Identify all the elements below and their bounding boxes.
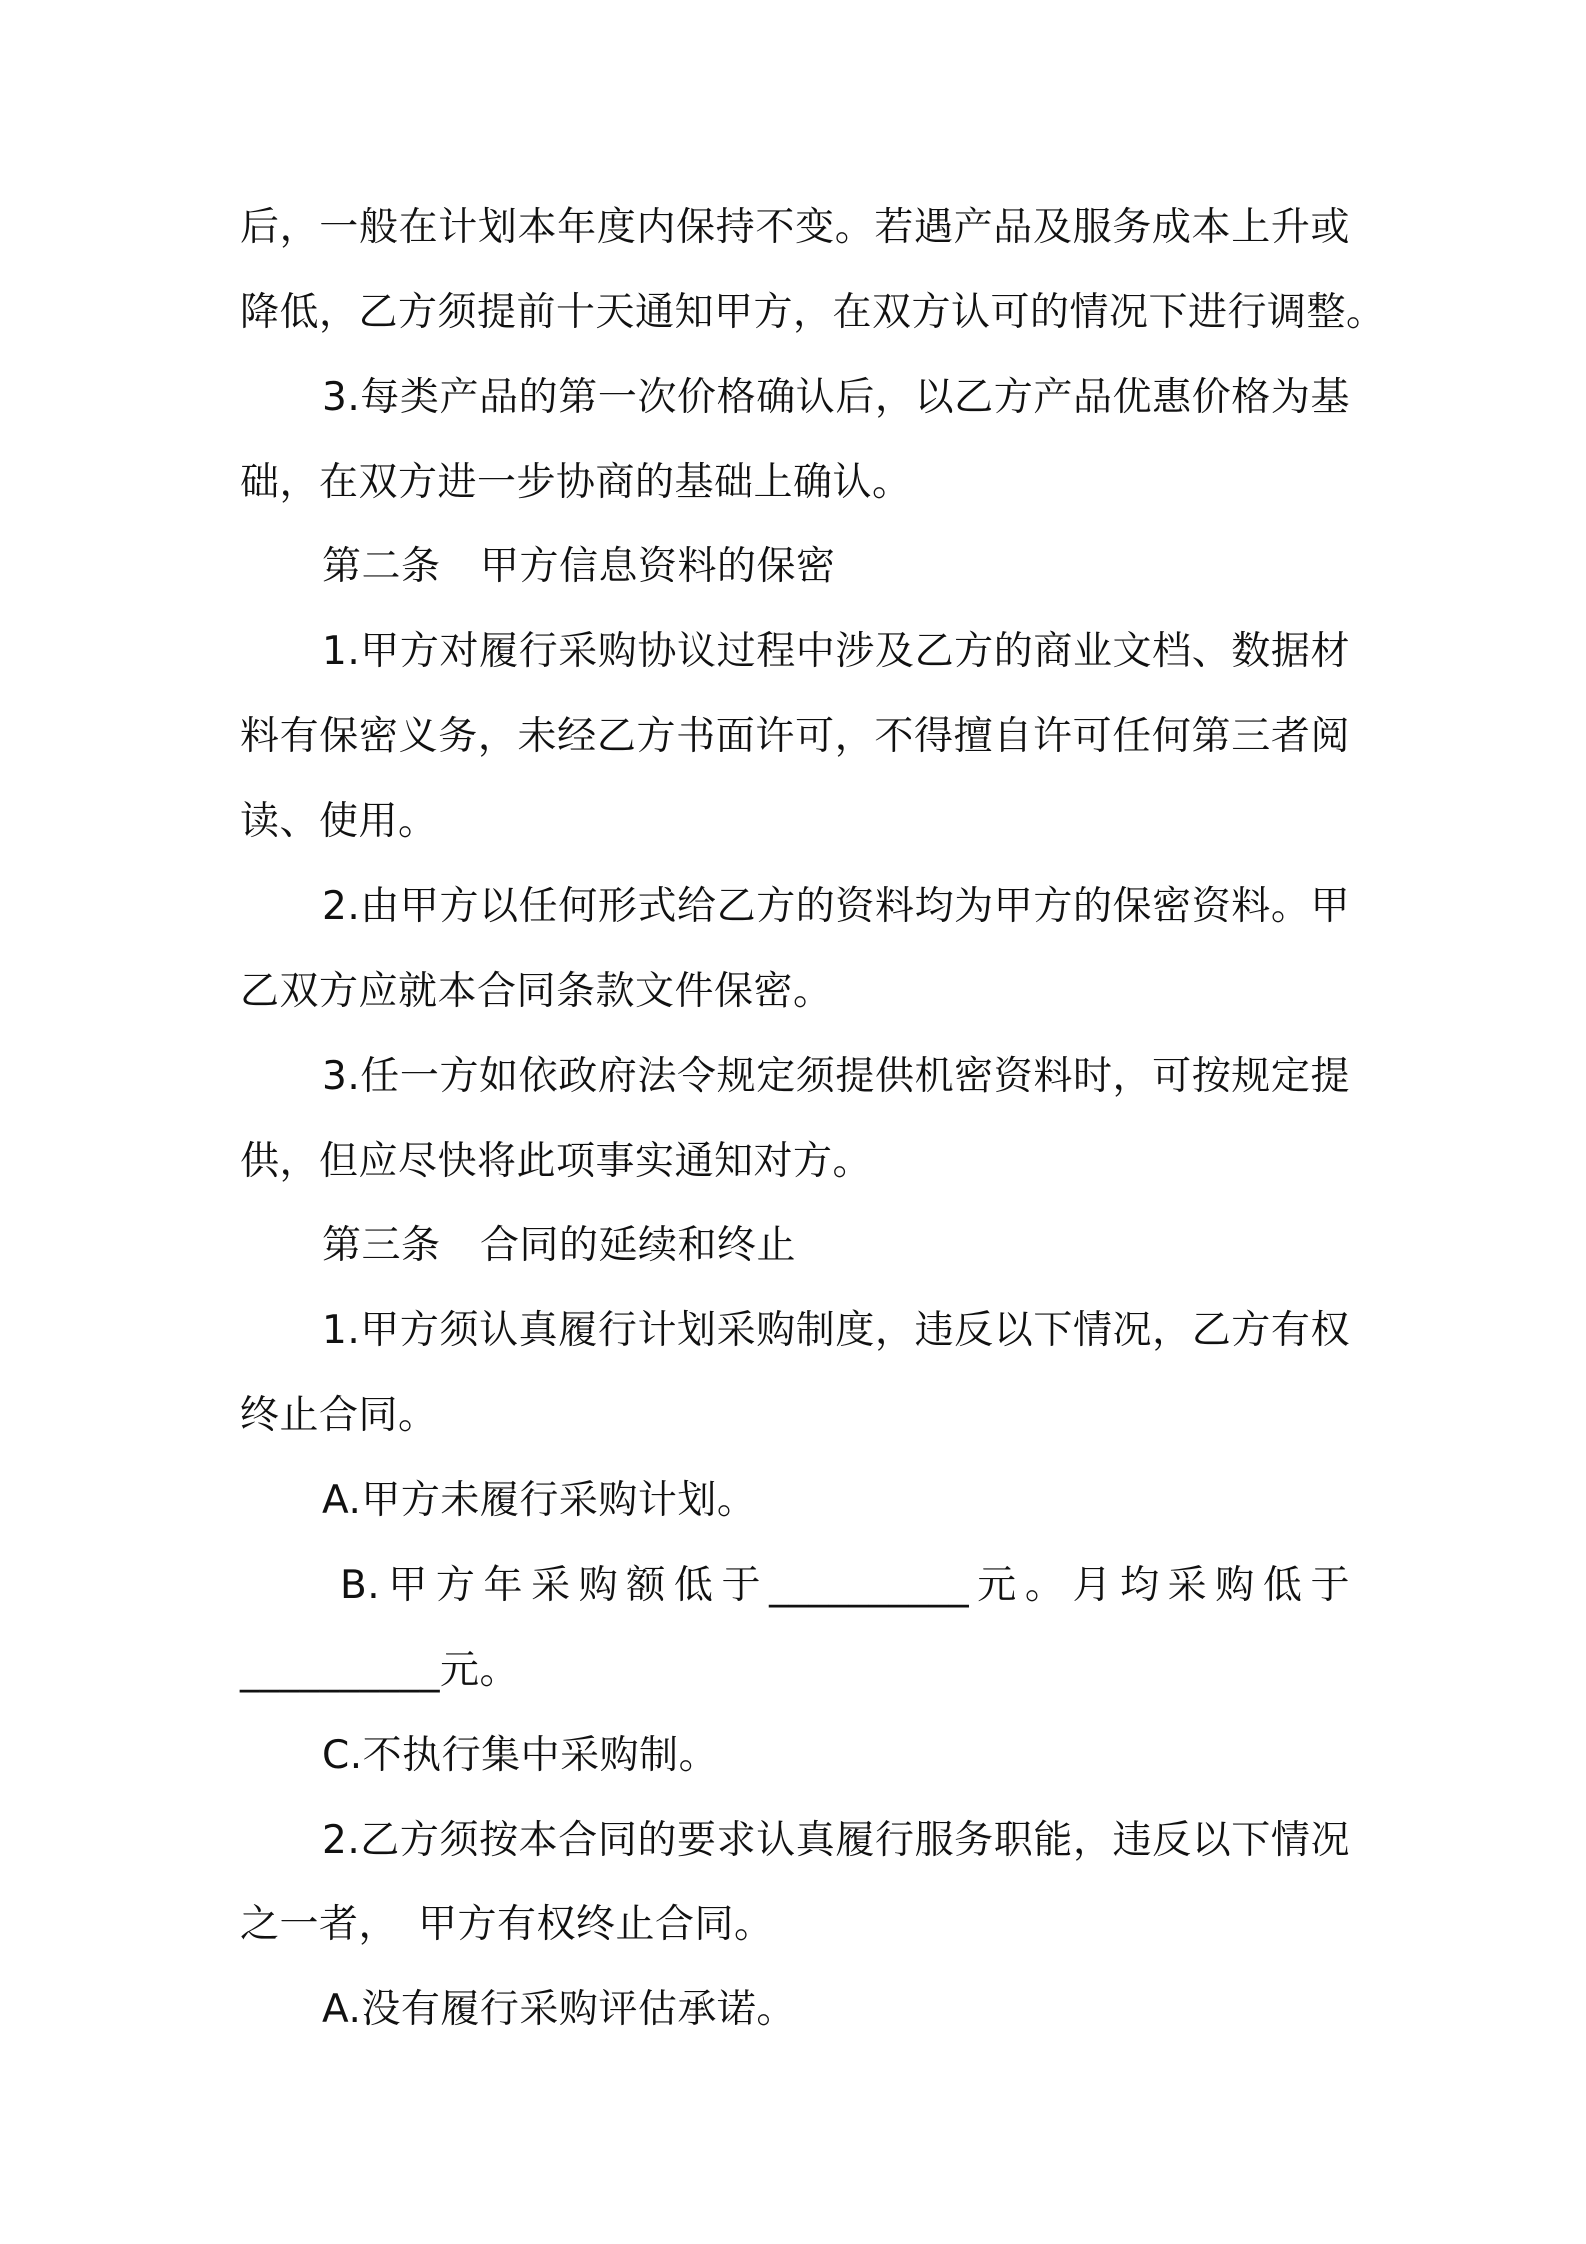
list-item: A.没有履行采购评估承诺。: [322, 1987, 796, 2032]
paragraph-line: 乙双方应就本合同条款文件保密。: [240, 969, 833, 1014]
paragraph-line: 1.甲方对履行采购协议过程中涉及乙方的商业文档、数据材: [322, 629, 1350, 674]
paragraph-line: 料有保密义务，未经乙方书面许可，不得擅自许可任何第三者阅: [240, 714, 1350, 759]
section-heading: 第三条 合同的延续和终止: [322, 1223, 797, 1268]
list-item: C.不执行集中采购制。: [322, 1733, 719, 1778]
paragraph-line: 3.每类产品的第一次价格确认后，以乙方产品优惠价格为基: [322, 375, 1350, 420]
paragraph-line: 础，在双方进一步协商的基础上确认。: [240, 460, 912, 505]
paragraph-line: 读、使用。: [240, 799, 438, 844]
paragraph-line: 2.乙方须按本合同的要求认真履行服务职能，违反以下情况: [322, 1818, 1350, 1863]
paragraph-line: 降低，乙方须提前十天通知甲方，在双方认可的情况下进行调整。: [240, 290, 1386, 335]
list-item: B.甲方年采购额低于__________元。月均采购低于: [340, 1563, 1350, 1608]
paragraph-line: __________元。: [240, 1648, 520, 1693]
paragraph-line: 供，但应尽快将此项事实通知对方。: [240, 1139, 873, 1184]
paragraph-line: 3.任一方如依政府法令规定须提供机密资料时，可按规定提: [322, 1054, 1350, 1099]
paragraph-line: 后，一般在计划本年度内保持不变。若遇产品及服务成本上升或: [240, 205, 1350, 250]
paragraph-line: 终止合同。: [240, 1393, 438, 1438]
paragraph-line: 1.甲方须认真履行计划采购制度，违反以下情况，乙方有权: [322, 1308, 1350, 1353]
section-heading: 第二条 甲方信息资料的保密: [322, 544, 836, 589]
list-item: A.甲方未履行采购计划。: [322, 1478, 757, 1523]
paragraph-line: 之一者， 甲方有权终止合同。: [240, 1902, 774, 1947]
paragraph-line: 2.由甲方以任何形式给乙方的资料均为甲方的保密资料。甲: [322, 884, 1350, 929]
